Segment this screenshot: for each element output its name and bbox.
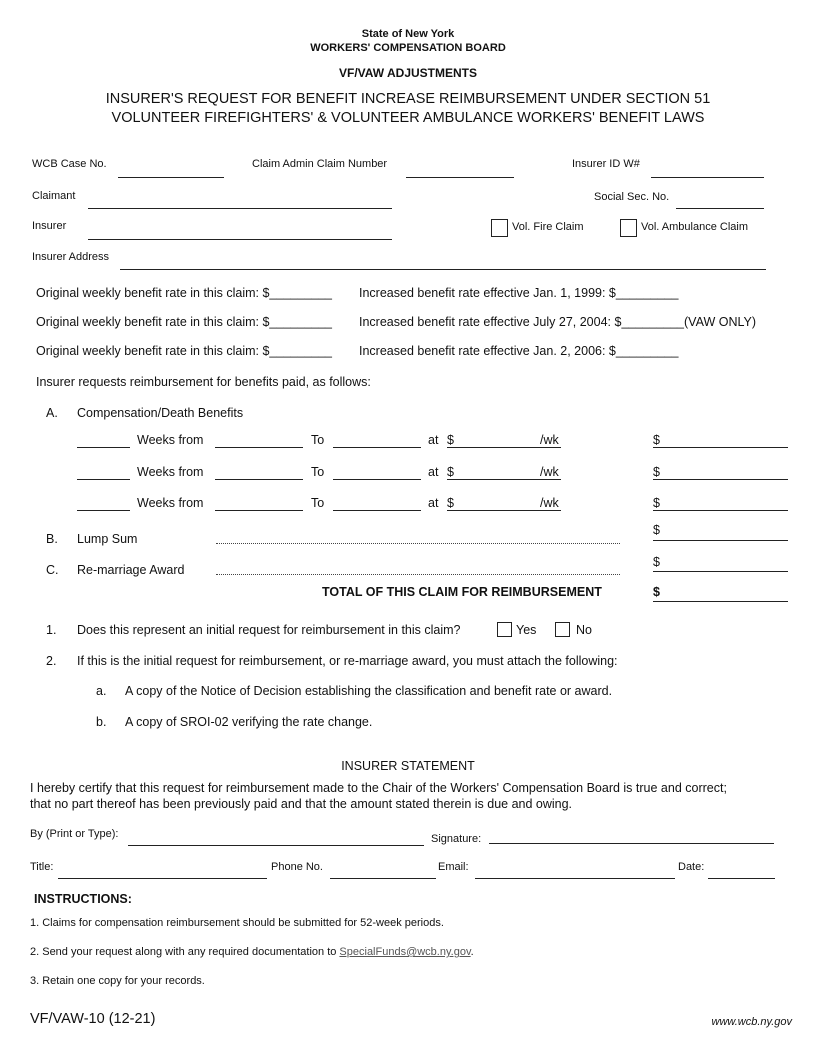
total-label: TOTAL OF THIS CLAIM FOR REIMBURSEMENT bbox=[322, 585, 602, 599]
item-b-label: Lump Sum bbox=[77, 532, 138, 546]
rate-dollar: $ bbox=[447, 496, 454, 510]
weeks-count-field[interactable] bbox=[77, 479, 130, 480]
item-a-letter: A. bbox=[46, 406, 58, 420]
special-funds-email-link[interactable]: SpecialFunds@wcb.ny.gov bbox=[339, 946, 471, 958]
to-label: To bbox=[311, 433, 325, 447]
leader-dots bbox=[216, 543, 620, 544]
row-amount-field[interactable] bbox=[653, 447, 788, 448]
insurer-address-field[interactable] bbox=[120, 269, 766, 270]
weeks-from-label: Weeks from bbox=[137, 433, 204, 447]
total-amount-field[interactable] bbox=[653, 601, 788, 602]
at-label: at bbox=[428, 465, 439, 479]
attach-a-letter: a. bbox=[96, 684, 107, 698]
weekly-rate-field[interactable] bbox=[447, 510, 561, 511]
to-date-field[interactable] bbox=[333, 479, 421, 480]
attach-b-letter: b. bbox=[96, 715, 107, 729]
lump-sum-dollar: $ bbox=[653, 523, 660, 537]
orig-rate-1[interactable]: Original weekly benefit rate in this claim: $_________ bbox=[36, 286, 333, 300]
insurer-id-label: Insurer ID W# bbox=[572, 158, 640, 170]
row-amount-dollar: $ bbox=[653, 465, 660, 479]
rate-dollar: $ bbox=[447, 433, 454, 447]
weekly-rate-field[interactable] bbox=[447, 479, 561, 480]
board-name: WORKERS' COMPENSATION BOARD bbox=[310, 42, 506, 54]
claimant-label: Claimant bbox=[32, 190, 76, 202]
statement-line1: I hereby certify that this request for reimbursement made to the Chair of the Workers' Compensation Board is true and correct; bbox=[30, 781, 727, 795]
at-label: at bbox=[428, 433, 439, 447]
vol-fire-checkbox[interactable] bbox=[491, 219, 508, 237]
incr-rate-2006[interactable]: Increased benefit rate effective Jan. 2, 2006: $_________ bbox=[359, 344, 679, 358]
no-checkbox[interactable] bbox=[555, 622, 570, 637]
total-dollar: $ bbox=[653, 585, 660, 599]
form-title-line1: INSURER'S REQUEST FOR BENEFIT INCREASE REIMBURSEMENT UNDER SECTION 51 bbox=[105, 91, 711, 107]
section-title: VF/VAW ADJUSTMENTS bbox=[338, 66, 477, 80]
statement-line2: that no part thereof has been previously paid and that the amount stated therein is due and owing. bbox=[30, 797, 573, 811]
claim-admin-label: Claim Admin Claim Number bbox=[252, 158, 388, 170]
yes-label: Yes bbox=[516, 623, 537, 637]
date-label: Date: bbox=[678, 861, 705, 873]
orig-rate-3[interactable]: Original weekly benefit rate in this claim: $_________ bbox=[36, 344, 333, 358]
title-label: Title: bbox=[30, 861, 54, 873]
instruction-1: 1. Claims for compensation reimbursement should be submitted for 52-week periods. bbox=[30, 917, 444, 929]
leader-dots bbox=[216, 574, 620, 575]
attach-b-text: A copy of SROI-02 verifying the rate change. bbox=[125, 715, 373, 729]
phone-label: Phone No. bbox=[271, 861, 323, 873]
item-c-label: Re-marriage Award bbox=[77, 563, 185, 577]
item-b-letter: B. bbox=[46, 532, 58, 546]
remarriage-dollar: $ bbox=[653, 555, 660, 569]
instruction-3: 3. Retain one copy for your records. bbox=[30, 975, 205, 987]
vol-ambulance-label: Vol. Ambulance Claim bbox=[641, 221, 748, 233]
website-url: www.wcb.ny.gov bbox=[711, 1016, 792, 1028]
per-week-label: /wk bbox=[540, 496, 559, 510]
row-amount-field[interactable] bbox=[653, 479, 788, 480]
state-name: State of New York bbox=[361, 28, 455, 40]
orig-rate-2[interactable]: Original weekly benefit rate in this claim: $_________ bbox=[36, 315, 333, 329]
weeks-count-field[interactable] bbox=[77, 510, 130, 511]
incr-rate-2004[interactable]: Increased benefit rate effective July 27, 2004: $_________(VAW ONLY) bbox=[359, 315, 756, 329]
q2-number: 2. bbox=[46, 654, 57, 668]
insurer-statement-heading: INSURER STATEMENT bbox=[341, 759, 475, 773]
weeks-count-field[interactable] bbox=[77, 447, 130, 448]
item-c-letter: C. bbox=[46, 563, 59, 577]
q1-number: 1. bbox=[46, 623, 57, 637]
claimant-field[interactable] bbox=[88, 208, 392, 209]
wcb-case-label: WCB Case No. bbox=[32, 158, 107, 170]
lump-sum-amount-field[interactable] bbox=[653, 540, 788, 541]
vol-fire-label: Vol. Fire Claim bbox=[512, 221, 584, 233]
instruction-2-end: . bbox=[470, 946, 474, 958]
ssn-label: Social Sec. No. bbox=[594, 191, 670, 203]
rate-dollar: $ bbox=[447, 465, 454, 479]
per-week-label: /wk bbox=[540, 465, 559, 479]
attach-a-text: A copy of the Notice of Decision establishing the classification and benefit rate or award. bbox=[125, 684, 613, 698]
form-number: VF/VAW-10 (12-21) bbox=[30, 1011, 156, 1027]
row-amount-dollar: $ bbox=[653, 496, 660, 510]
to-label: To bbox=[311, 465, 325, 479]
phone-field[interactable] bbox=[330, 878, 436, 879]
no-label: No bbox=[576, 623, 592, 637]
remarriage-amount-field[interactable] bbox=[653, 571, 788, 572]
instruction-2 bbox=[30, 945, 474, 959]
row-amount-field[interactable] bbox=[653, 510, 788, 511]
by-label: By (Print or Type): bbox=[30, 828, 119, 840]
at-label: at bbox=[428, 496, 439, 510]
weekly-rate-field[interactable] bbox=[447, 447, 561, 448]
insurer-id-field[interactable] bbox=[651, 177, 764, 178]
weeks-from-label: Weeks from bbox=[137, 496, 204, 510]
from-date-field[interactable] bbox=[215, 447, 303, 448]
incr-rate-1999[interactable]: Increased benefit rate effective Jan. 1, 1999: $_________ bbox=[359, 286, 679, 300]
yes-checkbox[interactable] bbox=[497, 622, 512, 637]
insurer-address-label: Insurer Address bbox=[32, 251, 110, 263]
email-label: Email: bbox=[438, 861, 469, 873]
per-week-label: /wk bbox=[540, 433, 559, 447]
to-date-field[interactable] bbox=[333, 447, 421, 448]
instruction-2-text: 2. Send your request along with any required documentation to bbox=[30, 946, 340, 958]
q2-text: If this is the initial request for reimbursement, or re-marriage award, you must attach the following: bbox=[77, 654, 618, 668]
q1-text: Does this represent an initial request for reimbursement in this claim? bbox=[77, 623, 461, 637]
row-amount-dollar: $ bbox=[653, 433, 660, 447]
signature-label: Signature: bbox=[431, 833, 482, 845]
ssn-field[interactable] bbox=[676, 208, 764, 209]
by-field[interactable] bbox=[128, 845, 424, 846]
from-date-field[interactable] bbox=[215, 510, 303, 511]
vol-ambulance-checkbox[interactable] bbox=[620, 219, 637, 237]
email-field[interactable] bbox=[475, 878, 675, 879]
instructions-heading: INSTRUCTIONS: bbox=[34, 892, 132, 906]
title-field[interactable] bbox=[58, 878, 267, 879]
date-field[interactable] bbox=[708, 878, 775, 879]
claim-admin-field[interactable] bbox=[406, 177, 514, 178]
reimbursement-intro: Insurer requests reimbursement for benefits paid, as follows: bbox=[36, 375, 371, 389]
insurer-field[interactable] bbox=[88, 239, 392, 240]
signature-field[interactable] bbox=[489, 843, 774, 844]
from-date-field[interactable] bbox=[215, 479, 303, 480]
form-title-line2: VOLUNTEER FIREFIGHTERS' & VOLUNTEER AMBULANCE WORKERS' BENEFIT LAWS bbox=[111, 110, 705, 126]
insurer-label: Insurer bbox=[32, 220, 67, 232]
to-date-field[interactable] bbox=[333, 510, 421, 511]
item-a-label: Compensation/Death Benefits bbox=[77, 406, 244, 420]
wcb-case-field[interactable] bbox=[118, 177, 224, 178]
weeks-from-label: Weeks from bbox=[137, 465, 204, 479]
to-label: To bbox=[311, 496, 325, 510]
